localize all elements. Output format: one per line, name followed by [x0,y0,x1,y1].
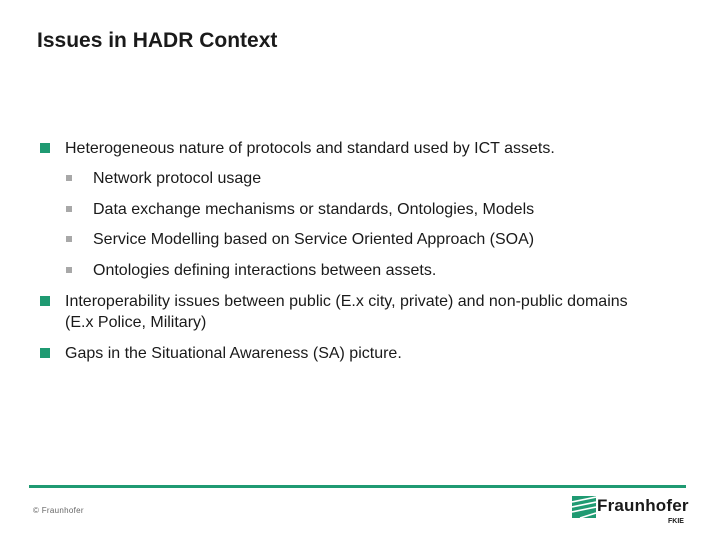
sub-bullet-item: Ontologies defining interactions between assets. [93,262,437,279]
slide-title: Issues in HADR Context [37,29,278,52]
sub-bullet-marker-icon [66,236,72,242]
bullet-item: Interoperability issues between public (E.x city, private) and non-public domains (E.x Police, Military) [65,293,628,331]
copyright-text: © Fraunhofer [33,506,84,515]
bullet-item: Gaps in the Situational Awareness (SA) picture. [65,345,402,362]
sub-bullet-item: Service Modelling based on Service Oriented Approach (SOA) [93,231,535,248]
logo-wordmark: Fraunhofer [597,496,689,515]
bullet-marker-icon [40,348,50,358]
fraunhofer-logo [572,494,690,530]
logo-institute: FKIE [668,518,684,525]
sub-bullet-item: Data exchange mechanisms or standards, Ontologies, Models [93,201,535,218]
fraunhofer-logo-icon [572,496,596,518]
bullet-marker-icon [40,296,50,306]
sub-bullet-marker-icon [66,175,72,181]
sub-bullet-marker-icon [66,206,72,212]
footer-divider [29,485,686,488]
bullet-marker-icon [40,143,50,153]
bullet-item: Heterogeneous nature of protocols and standard used by ICT assets. [65,140,555,157]
sub-bullet-marker-icon [66,267,72,273]
sub-bullet-item: Network protocol usage [93,170,262,187]
